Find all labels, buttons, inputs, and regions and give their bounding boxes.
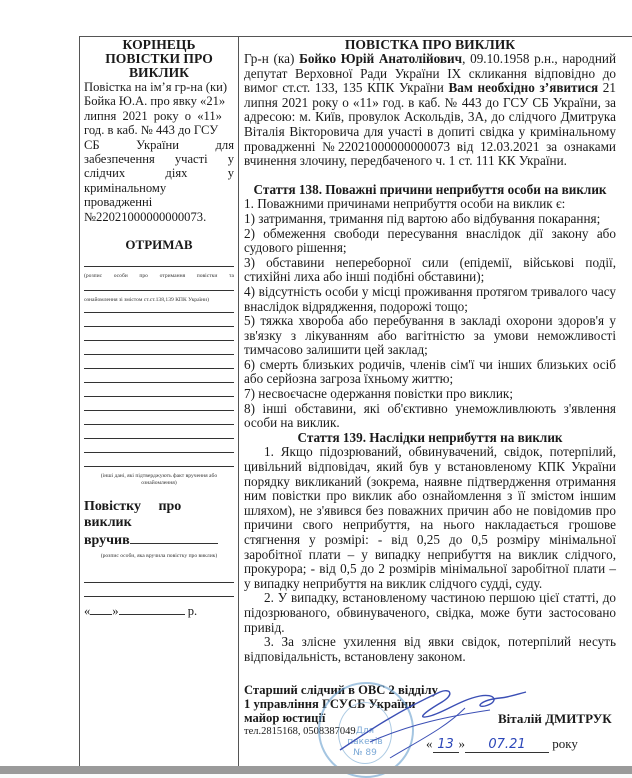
stub-tail-1: кримінальному — [84, 180, 167, 195]
notice-intro: Гр-н (ка) Бойко Юрій Анатолійович, 09.10.1958 р.н., народний депутат Верховної Ради України ІХ скликання відповідно до вимог ст.ст. 133, 135 КПК України Вам необхідно з’явитися 21 липня 2021 року о «11» год. в каб. № 443 до ГСУ СБ України, за адресою: м. Київ, провулок Аскольдів, 3А, до слідчого Дмитрука Віталія Вікторовича для участі в допиті свідка у кримінальному провадженні №22021000000000073 від 12.03.2021 за ознаками вчинення злочину, передбаченого ч. 1 ст. 111 КК України. — [244, 51, 616, 169]
signer-position-2: 1 управління ГСУСБ України — [244, 697, 416, 711]
article-139-paragraph: 2. У випадку, встановленому частиною першою цієї статті, до підозрюваного, обвинуваченого, свідка, може бути застосовано привід. — [244, 590, 616, 635]
article-139-paragraph: 1. Якщо підозрюваний, обвинувачений, свідок, потерпілий, цивільний відповідач, який був у встановленому КПК України порядку викликаний (зокрема, наявне підтвердження отримання ним повістки про виклик або ознайомлення з її змістом іншим шляхом), не з'явився без поважних причин або не повідомив про причини свого неприбуття, на нього накладається грошове стягнення у розмірі: - від 0,25 до 0,5 розміру мінімальної заробітної плати – у випадку неприбуття на виклик слідчого, прокурора; - від 0,5 до 2 розмірів мінімальної заробітної плати – у випадку неприбуття на виклик слідчого судді, суду. — [244, 444, 616, 591]
signature-date: « 13 » 07.21 року — [426, 736, 578, 752]
fill-line[interactable] — [84, 410, 234, 411]
summons-stub — [84, 38, 234, 619]
bottom-edge-bar — [0, 766, 632, 774]
fill-line[interactable] — [84, 424, 234, 425]
stub-month-field[interactable] — [119, 603, 185, 615]
stub-justified-row-1: СБ України для — [84, 137, 234, 152]
received-hint-row-1: (розпис особи про отримання повістки та — [84, 273, 234, 280]
fill-line[interactable] — [84, 596, 234, 597]
served-by-row: вручив — [84, 531, 234, 549]
other-data-hint: (інші дані, які підтверджують факт вручення або ознайомлення) — [100, 473, 218, 487]
article-139-title: Стаття 139. Наслідки неприбуття на виклик — [297, 429, 563, 445]
fill-line[interactable] — [84, 438, 234, 439]
article-138-item: 7) несвоєчасне одержання повістки про виклик; — [244, 386, 513, 402]
fill-line[interactable] — [84, 312, 234, 313]
stub-case-number: №22021000000000073. — [84, 209, 207, 224]
article-138-item: 6) смерть близьких родичів, членів сім'ї чи інших близьких осіб або серйозна загроза їхньому життю; — [244, 356, 616, 387]
article-138-title: Стаття 138. Поважні причини неприбуття особи на виклик — [253, 181, 607, 197]
signer-position-1: Старший слідчий в ОВС 2 відділу — [244, 683, 438, 697]
article-138-item: 3) обставини непереборної сили (епідемії, військові події, стихійні лиха або інші подібні обставини); — [244, 254, 616, 285]
stub-line-1: Повістка на ім’я гр-на (ки) — [84, 80, 228, 94]
received-hint-row-2: ознайомлення зі змістом ст.ст.138,139 КПК України) — [84, 297, 209, 304]
stub-line-4: год. в каб. № 443 до ГСУ — [84, 123, 219, 138]
fill-line[interactable] — [84, 582, 234, 583]
served-hint: (розпис особи, яка вручила повістку про виклик) — [100, 553, 218, 560]
fill-line[interactable] — [84, 290, 234, 291]
fill-line[interactable] — [84, 326, 234, 327]
article-138-item: 4) відсутність особи у місці проживання протягом тривалого часу внаслідок відрядження, подорожі тощо; — [244, 283, 616, 314]
fill-line[interactable] — [84, 382, 234, 383]
article-138-item: 8) інші обставини, які об'єктивно унеможливлюють з'явлення особи на виклик. — [244, 400, 616, 431]
article-138-item: 5) тяжка хвороба або перебування в закладі охорони здоров'я у зв'язку з лікуванням або вагітністю за умови неможливості тимчасово залишити цей заклад; — [244, 313, 616, 358]
stamp-text: Для пакетів № 89 — [347, 726, 383, 758]
article-138-item: 2) обмеження свободи пересування внаслідок дії закону або судового рішення; — [244, 225, 616, 256]
article-138-item: 1. Поважними причинами неприбуття особи на виклик є: — [244, 196, 566, 212]
fill-line[interactable] — [84, 354, 234, 355]
signature-day: 13 — [433, 737, 459, 753]
signature-line[interactable] — [84, 266, 234, 267]
fill-line[interactable] — [84, 466, 234, 467]
signer-rank: майор юстиції — [244, 711, 326, 725]
stub-title: КОРІНЕЦЬ ПОВІСТКИ ПРО ВИКЛИК — [105, 37, 213, 80]
stub-justified-row-3: слідчих діях у — [84, 166, 234, 181]
signer-phone: тел.2815168, 0508387049 — [244, 726, 356, 737]
fill-line[interactable] — [84, 452, 234, 453]
fill-line[interactable] — [84, 368, 234, 369]
stub-line-2: Бойка Ю.А. про явку «21» — [84, 94, 226, 109]
stub-date-row: « » р. — [84, 604, 198, 619]
column-divider — [238, 36, 239, 766]
summons-notice — [244, 38, 616, 664]
fill-line[interactable] — [84, 340, 234, 341]
signer-name: Віталій ДМИТРУК — [498, 711, 612, 726]
fill-line[interactable] — [84, 396, 234, 397]
received-title: ОТРИМАВ — [125, 237, 193, 253]
stub-tail-2: провадженні — [84, 195, 153, 210]
article-138-item: 1) затримання, тримання під вартою або відбування покарання; — [244, 210, 601, 226]
served-label: Повістку про виклик — [84, 499, 182, 531]
stub-line-3: липня 2021 року о «11» — [84, 108, 222, 123]
served-by-line[interactable] — [130, 531, 218, 544]
addressee-name: Бойко Юрій Анатолійович — [299, 51, 463, 66]
stub-day-field[interactable] — [90, 603, 112, 615]
signature-month-year: 07.21 — [465, 737, 549, 753]
appearance-requirement: Вам необхідно з’явитися — [448, 80, 599, 96]
stub-justified-row-2: забезпечення участі у — [84, 152, 234, 167]
article-139-paragraph: 3. За злісне ухилення від явки свідок, потерпілий несуть відповідальність, встановлену законом. — [244, 634, 616, 664]
notice-title: ПОВІСТКА ПРО ВИКЛИК — [344, 37, 516, 52]
